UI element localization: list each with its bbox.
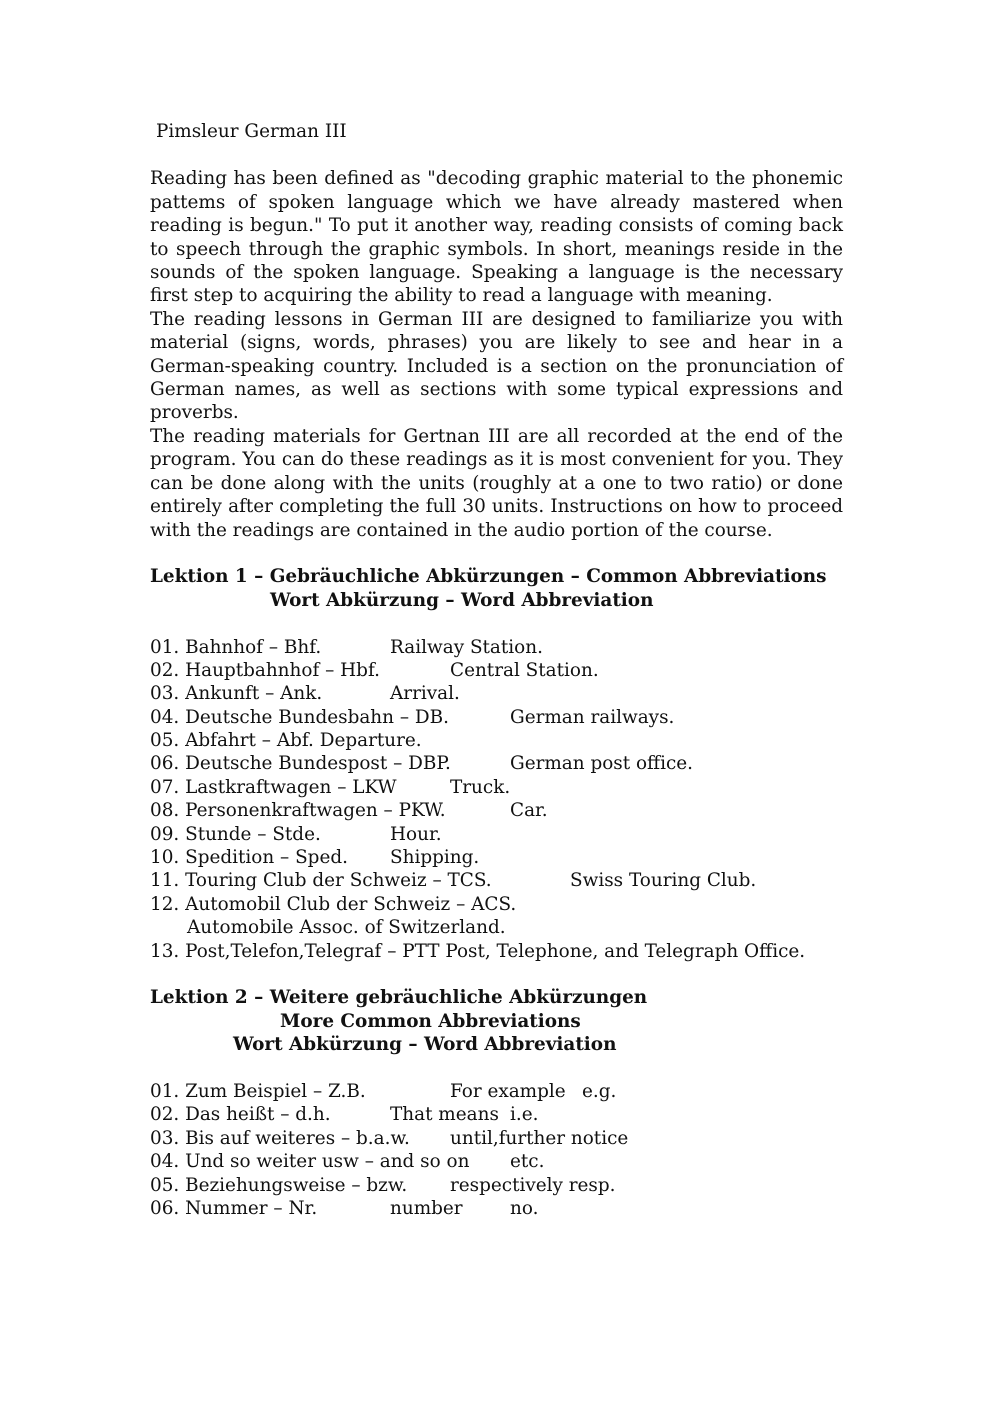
item-meaning: Hour. xyxy=(390,823,442,845)
list-item xyxy=(150,893,843,916)
reading-materials-paragraph: The reading materials for Gertnan III are all recorded at the end of the program. You can do these readings as it is most convenient for you. They can be done along with the units (roughly at a one to two ratio) or done entirely after completing the full 30 units. Instructions on how to proceed with the readings are contained in the audio portion of the course. xyxy=(150,425,843,541)
list-item xyxy=(150,846,843,869)
document-page xyxy=(150,120,843,1220)
item-term: 03. Bis auf weiteres – b.a.w. xyxy=(150,1127,410,1149)
item-meaning: number xyxy=(390,1197,463,1219)
list-item xyxy=(150,729,843,752)
item-meaning: Arrival. xyxy=(390,683,460,705)
item-term: 06. Deutsche Bundespost – DBP. xyxy=(150,753,451,775)
item-term: 10. Spedition – Sped. xyxy=(150,847,348,869)
item-term: 03. Ankunft – Ank. xyxy=(150,683,323,705)
item-meaning: Shipping. xyxy=(390,847,480,869)
item-term: 05. Abfahrt – Abf. Departure. xyxy=(150,730,422,752)
item-meaning: etc. xyxy=(510,1151,545,1173)
list-item xyxy=(150,940,843,963)
item-term: 02. Das heißt – d.h. xyxy=(150,1104,331,1126)
item-abbr: no. xyxy=(510,1197,539,1219)
list-item xyxy=(150,659,843,682)
item-meaning: Central Station. xyxy=(450,659,599,681)
item-term: 07. Lastkraftwagen – LKW xyxy=(150,776,397,798)
item-continuation: Automobile Assoc. of Switzerland. xyxy=(187,917,506,939)
lesson-2-heading: Lektion 2 – Weitere gebräuchliche Abkürzungen xyxy=(150,987,648,1009)
item-term: 13. Post,Telefon,Telegraf – PTT Post, Telephone, and Telegraph Office. xyxy=(150,940,806,962)
item-meaning: German railways. xyxy=(510,706,675,728)
item-term: 09. Stunde – Stde. xyxy=(150,823,321,845)
list-item xyxy=(150,1197,843,1220)
item-abbr: e.g. xyxy=(582,1080,617,1102)
list-item xyxy=(150,799,843,822)
item-term: 01. Bahnhof – Bhf. xyxy=(150,636,322,658)
item-meaning: That means xyxy=(390,1104,499,1126)
list-item xyxy=(150,776,843,799)
item-term: 04. Und so weiter usw – and so on xyxy=(150,1151,470,1173)
item-term: 06. Nummer – Nr. xyxy=(150,1197,318,1219)
list-item xyxy=(150,1150,843,1173)
item-meaning: Car. xyxy=(510,800,548,822)
reading-lessons-paragraph: The reading lessons in German III are designed to familiarize you with material (signs, words, phrases) you are likely to see and hear in a German-speaking country. Included is a section on the pronunciation of German names, as well as sections with some typical expressions and proverbs. xyxy=(150,308,843,424)
lesson-2-section xyxy=(150,986,843,1220)
lesson-2-column-heading: Wort Abkürzung – Word Abbreviation xyxy=(233,1034,617,1056)
list-item xyxy=(150,682,843,705)
list-item xyxy=(150,706,843,729)
lesson-1-section xyxy=(150,565,843,963)
list-item xyxy=(150,823,843,846)
item-meaning: Truck. xyxy=(450,776,511,798)
item-meaning: Railway Station. xyxy=(390,636,543,658)
lesson-1-subheading: Wort Abkürzung – Word Abbreviation xyxy=(270,589,654,611)
item-meaning: Swiss Touring Club. xyxy=(570,870,757,892)
item-term: 01. Zum Beispiel – Z.B. xyxy=(150,1080,366,1102)
list-item xyxy=(150,1127,843,1150)
item-meaning: German post office. xyxy=(510,753,694,775)
item-term: 04. Deutsche Bundesbahn – DB. xyxy=(150,706,449,728)
list-item xyxy=(150,1080,843,1103)
item-meaning: until,further notice xyxy=(450,1127,629,1149)
item-term: 08. Personenkraftwagen – PKW. xyxy=(150,800,446,822)
list-item xyxy=(150,869,843,892)
list-item xyxy=(150,1103,843,1126)
document-title: Pimsleur German III xyxy=(156,121,347,142)
list-item xyxy=(150,752,843,775)
item-meaning: For example xyxy=(450,1080,566,1102)
item-term: 05. Beziehungsweise – bzw. xyxy=(150,1174,408,1196)
item-term: 02. Hauptbahnhof – Hbf. xyxy=(150,659,380,681)
list-item xyxy=(150,636,843,659)
list-item xyxy=(150,1174,843,1197)
lesson-2-subheading: More Common Abbreviations xyxy=(280,1010,581,1032)
intro-paragraph: Reading has been defined as "decoding graphic material to the phonemic pattems of spoken language which we have already mastered when reading is begun." To put it another way, reading consists of coming back to speech through the graphic symbols. In short, meanings reside in the sounds of the spoken language. Speaking a language is the necessary first step to acquiring the ability to read a language with meaning. xyxy=(150,168,843,307)
item-meaning: respectively resp. xyxy=(450,1174,616,1196)
item-abbr: i.e. xyxy=(510,1104,539,1126)
item-term: 12. Automobil Club der Schweiz – ACS. xyxy=(150,893,517,915)
item-term: 11. Touring Club der Schweiz – TCS. xyxy=(150,870,492,892)
lesson-1-heading: Lektion 1 – Gebräuchliche Abkürzungen – Common Abbreviations xyxy=(150,566,827,588)
